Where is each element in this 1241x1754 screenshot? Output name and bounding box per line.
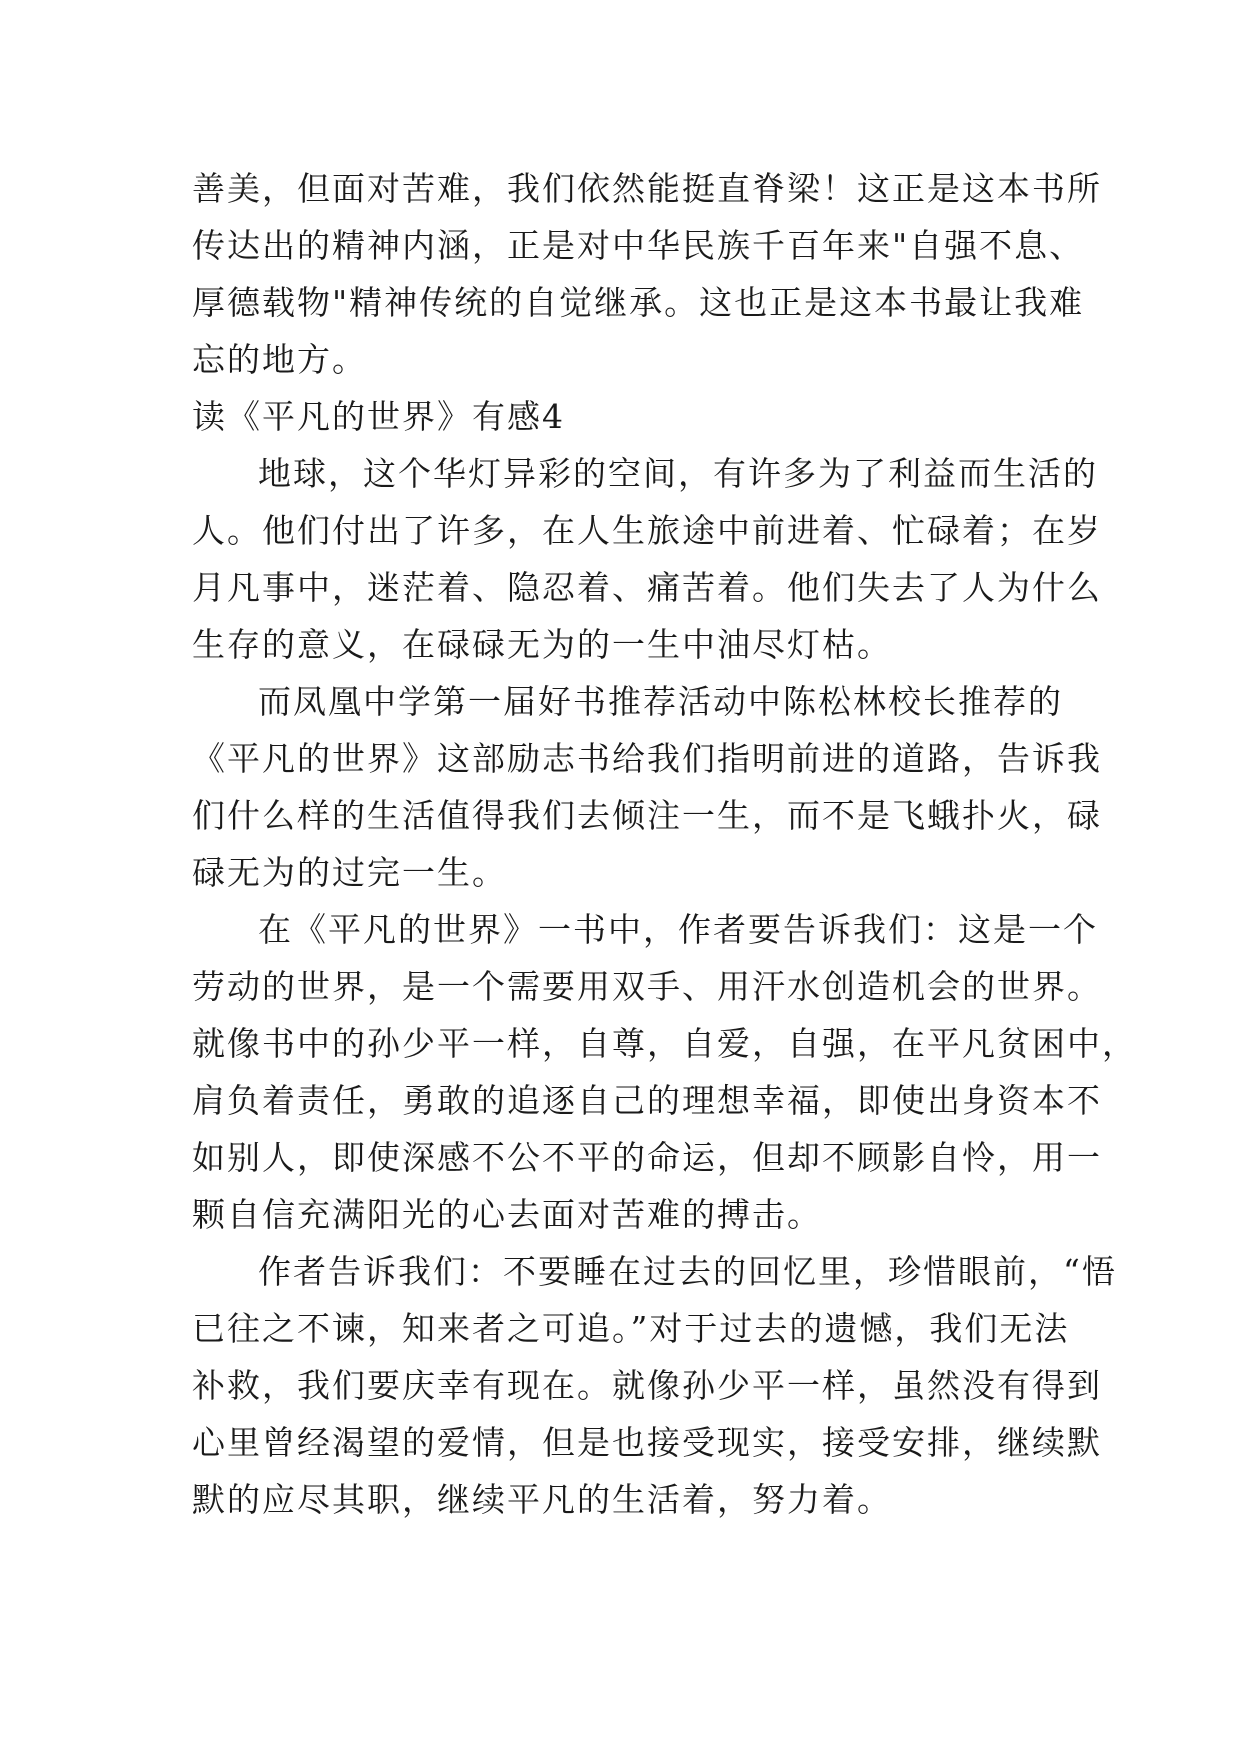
paragraph-first-line: 地球，这个华灯异彩的空间，有许多为了利益而生活的 — [258, 454, 1098, 493]
body-line: 劳动的世界，是一个需要用双手、用汗水创造机会的世界。 — [192, 967, 1102, 1006]
body-line: 传达出的精神内涵，正是对中华民族千百年来"自强不息、 — [192, 226, 1085, 265]
paragraph-first-line: 而凤凰中学第一届好书推荐活动中陈松林校长推荐的 — [258, 682, 1063, 721]
paragraph-first-line: 在《平凡的世界》一书中，作者要告诉我们：这是一个 — [258, 910, 1098, 949]
body-line: 补救，我们要庆幸有现在。就像孙少平一样，虽然没有得到 — [192, 1366, 1102, 1405]
section-heading: 读《平凡的世界》有感4 — [192, 397, 565, 436]
body-line: 月凡事中，迷茫着、隐忍着、痛苦着。他们失去了人为什么 — [192, 568, 1102, 607]
body-line: 心里曾经渴望的爱情，但是也接受现实，接受安排，继续默 — [192, 1423, 1102, 1462]
body-line: 如别人，即使深感不公不平的命运，但却不顾影自怜，用一 — [192, 1138, 1102, 1177]
paragraph-first-line: 作者告诉我们：不要睡在过去的回忆里，珍惜眼前，“悟 — [258, 1252, 1117, 1291]
body-line: 们什么样的生活值得我们去倾注一生，而不是飞蛾扑火，碌 — [192, 796, 1102, 835]
body-line: 肩负着责任，勇敢的追逐自己的理想幸福，即使出身资本不 — [192, 1081, 1102, 1120]
body-line: 忘的地方。 — [192, 340, 367, 379]
body-line: 碌无为的过完一生。 — [192, 853, 507, 892]
document-body — [192, 160, 1137, 1528]
body-line: 善美，但面对苦难，我们依然能挺直脊梁！这正是这本书所 — [192, 169, 1102, 208]
body-line: 生存的意义，在碌碌无为的一生中油尽灯枯。 — [192, 625, 892, 664]
body-line: 《平凡的世界》这部励志书给我们指明前进的道路，告诉我 — [192, 739, 1102, 778]
body-line: 就像书中的孙少平一样，自尊，自爱，自强，在平凡贫困中， — [192, 1024, 1137, 1063]
body-line: 颗自信充满阳光的心去面对苦难的搏击。 — [192, 1195, 822, 1234]
body-line: 厚德载物"精神传统的自觉继承。这也正是这本书最让我难 — [192, 283, 1085, 322]
body-line: 人。他们付出了许多，在人生旅途中前进着、忙碌着；在岁 — [192, 511, 1102, 550]
body-line: 已往之不谏，知来者之可追。”对于过去的遗憾，我们无法 — [192, 1309, 1070, 1348]
body-line: 默的应尽其职，继续平凡的生活着，努力着。 — [192, 1480, 892, 1519]
